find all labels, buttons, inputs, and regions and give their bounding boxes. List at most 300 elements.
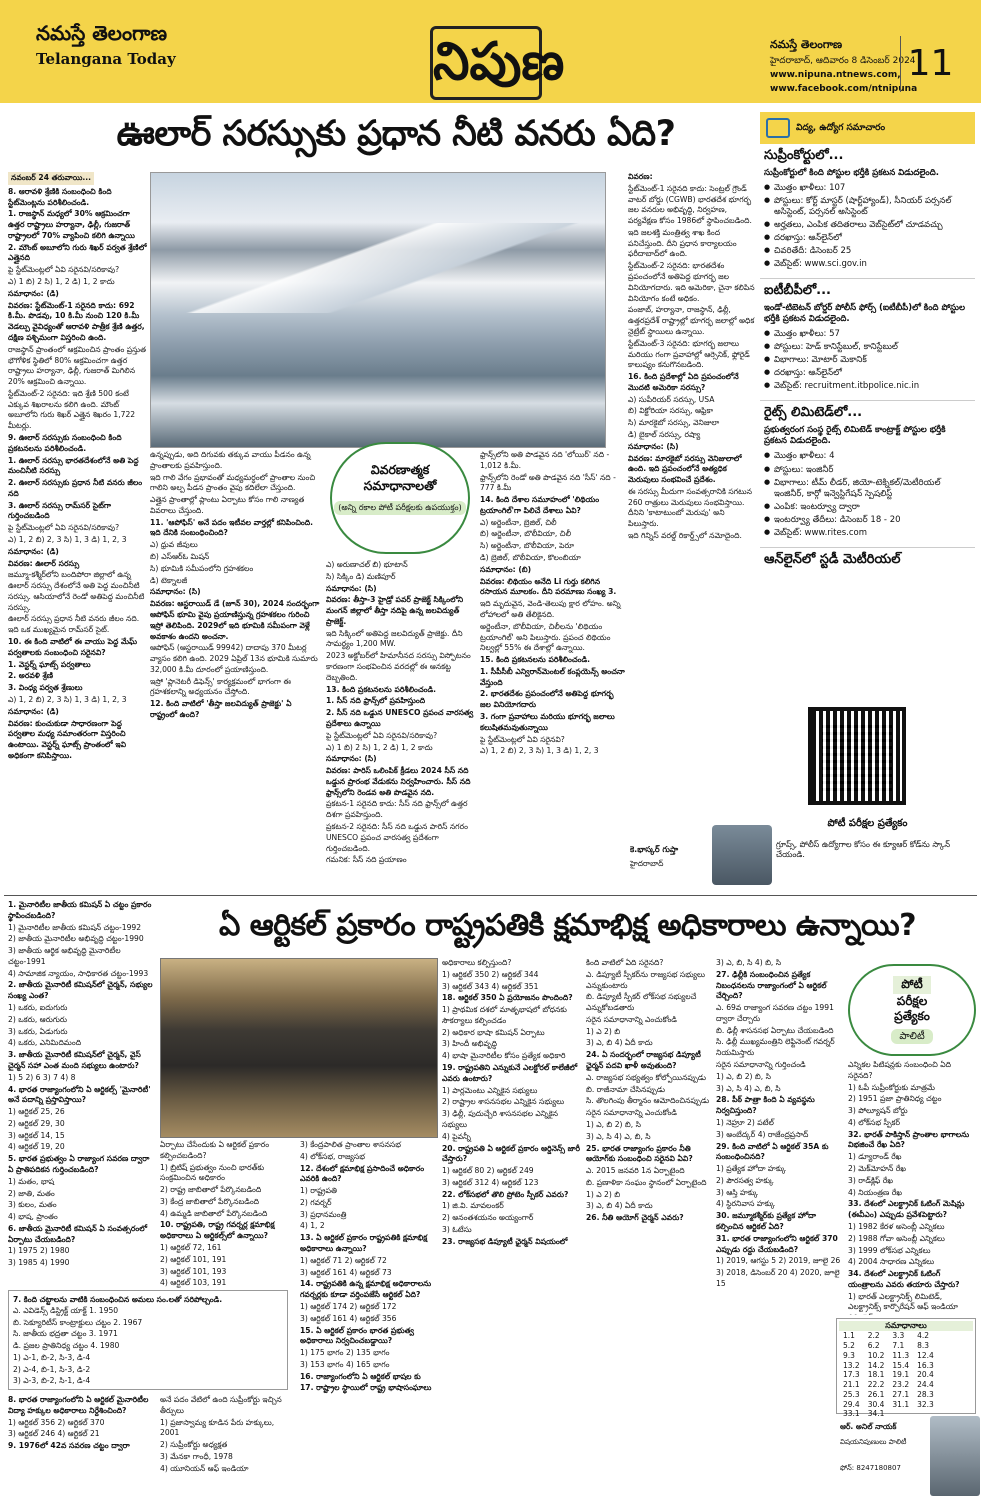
text-paragraph: సమాధానం: (సి) (326, 754, 377, 764)
text-paragraph: 13. కింది ప్రకటనలను పరిశీలించండి. (326, 684, 437, 694)
text-paragraph: బి. ఢిల్లీ శాసనసభ ఏర్పాటు చేయబడింది (716, 1025, 834, 1035)
text-paragraph: 1) ఆర్టికల్ 25, 26 (8, 1107, 65, 1117)
answer-cell: 17.3 (843, 1370, 860, 1380)
text-paragraph: 4) ఉమ్మడి జాబితాలో పేర్కొనబడింది (160, 1208, 268, 1218)
text-paragraph: సరైన సమాధానాన్ని ఎంచుకోండి (586, 1108, 677, 1118)
text-paragraph: ఎ) 1 బి) 2 సి) 1, 2 డి) 1, 2 కాదు (326, 742, 433, 752)
text-paragraph: 14. రాష్ట్రపతికి ఉన్న క్షమాభిక్ష అధికారాలను గవర్నర్లకు కూడా వర్తింపజేసే ఆర్టికల్ ఏది? (300, 1279, 432, 1300)
text-paragraph: సమాధానం: (సి) (628, 441, 679, 451)
qr-caption: పోటీ పరీక్షల ప్రత్యేకం (827, 818, 908, 829)
answer-cell: 25.3 (843, 1389, 860, 1399)
text-paragraph: 1) ఆర్టికల్ 350 2) ఆర్టికల్ 344 (442, 969, 539, 979)
answer-cell: 26.1 (867, 1389, 885, 1399)
answer-table (839, 1331, 938, 1419)
text-paragraph: ఎ. డిప్యూటీ స్పీకర్‌ను రాజ్యసభ సభ్యులు ఎన్నుకుంటారు (586, 969, 705, 990)
text-paragraph: 3) ఆర్టికల్ 101, 193 (160, 1266, 227, 1276)
text-paragraph: వివరణ: మారకైబో సరస్సు వెనిజులాలో ఉంది. ఇది ప్రపంచంలోనే అత్యధిక మెరుపులు సంభవించే ప్రదేశం. (628, 453, 742, 485)
text-paragraph: 1) ఓపీ సుప్రీంకోర్టుకు మాత్రమే (848, 1082, 935, 1092)
callout-line3: (అన్ని రకాల పోటీ పరీక్షలకు ఉపయుక్తం) (334, 501, 465, 515)
answer-cell: 28.3 (917, 1389, 934, 1399)
text-paragraph: 1) ఎ 2) బి (586, 1026, 621, 1036)
text-paragraph: 1) ప్రజాస్వామ్య కూడిన పేరు హక్కులు, 2001 (160, 1417, 275, 1438)
sidebar-bullet-item: ● మొత్తం ఖాళీలు: 107 (774, 183, 971, 194)
text-paragraph: 17. రాష్ట్రాల స్థాయిలో రాష్ట్ర భాషాసంఘాలు (300, 1383, 432, 1393)
polity-question-8 (8, 1395, 156, 1495)
brand-english: Telangana Today (36, 50, 176, 68)
text-paragraph: 25. భారత రాజ్యాంగం ప్రకారం నీతి ఆయోగ్‌కు సంబంధించి సరైనవి ఏవి? (586, 1143, 693, 1164)
text-paragraph: 1) ఆర్టికల్ 72, 161 (160, 1243, 222, 1253)
polity-column-6 (716, 958, 844, 1495)
section-sub: ఇండో-టిబెటన్ బోర్డర్ పోలీస్ ఫోర్స్ (ఐటీబీపీ)లో కింది పోస్టుల భర్తీకి ప్రకటన విడుదలైంది. (764, 303, 966, 325)
text-paragraph: వివరణ: స్టేట్‌మెంట్-1 సరైనది కాదు: 692 కి.మీ. పొడవు, 10 కి.మీ నుంచి 120 కి.మీ వెడల్పు వైవిధ్యంతో ఆరావళి పాత్రీక శ్రేణి ఉత్తర, దక్షిణ పశ్చిమంగా విస్తరించి ఉంది. (8, 300, 145, 342)
text-paragraph: 18. ఆర్టికల్ 350 ఏ ప్రయోజనం పొందింది? (442, 993, 573, 1003)
badge-line2: పరీక్షల (896, 993, 928, 1008)
text-paragraph: 1) బ్రిటిష్ ప్రభుత్వం నుంచి భారత్‌కు సంక్రమించిన అధికారం (160, 1162, 265, 1183)
answer-row (839, 1331, 938, 1341)
text-paragraph: ఇది గిన్నిస్ వరల్డ్ రికార్డ్స్‌లో నమోదైంది. (628, 531, 742, 540)
text-paragraph: ఎ) అరుణాచల్ బి) భూటాన్ (326, 560, 408, 569)
section-title: ఆన్‌లైన్‌లో స్టడీ మెటీరియల్ (764, 551, 901, 567)
text-paragraph: ఈ సరస్సు మీదుగా సంవత్సరానికి సగటున 260 రాత్రులు మెరుపులు సంభవిస్తాయి. దీనిని 'కాటాటుంబో మెరుపు' అని పిలుస్తారు. (628, 486, 752, 529)
url-facebook[interactable]: www.facebook.com/ntnipuna (770, 83, 918, 94)
text-paragraph: సమాధానం: (బి) (480, 564, 532, 574)
polity-badge (848, 964, 976, 1056)
text-paragraph: 3) ఆర్టికల్ 246 4) ఆర్టికల్ 21 (8, 1429, 100, 1439)
article-column-3 (326, 560, 476, 890)
continued-tag: నవంబర్ 24 తరువాయి... (8, 172, 94, 185)
text-paragraph: 4) లోక్‌సభ, రాజ్యసభ (300, 1151, 365, 1161)
text-paragraph: వివరణ: ఊలార్ సరస్సు (8, 558, 80, 568)
col2-body (150, 450, 320, 721)
text-paragraph: ఎ) 1, 2 బి) 2, 3 సి) 1, 3 డి) 1, 2, 3 (480, 746, 599, 756)
badge-line3: ప్రత్యేకం (894, 1009, 930, 1024)
sidebar-bullet-item: ● వెబ్‌సైట్: www.sci.gov.in (774, 259, 971, 270)
book-icon (766, 118, 790, 138)
badge-line1: పోటీ (893, 976, 930, 994)
text-paragraph: 4) భాష, ప్రాంతం (8, 1212, 58, 1222)
b6-body (716, 958, 844, 1290)
text-paragraph: 3. ఊలార్ సరస్సు రామ్‌సర్ సైట్‌గా గుర్తించబడింది (8, 500, 111, 521)
answer-cell: 34.1 (867, 1409, 885, 1419)
text-paragraph: 3) ఎ, సి 4) ఎ, బి, సి (716, 1083, 781, 1093)
text-paragraph: 3) 153 భాగం 4) 165 భాగం (300, 1359, 390, 1369)
text-paragraph: 3) ఎ, బి 4) ఏదీ కాదు (586, 1201, 653, 1211)
text-paragraph: 3) ఎ, సి 4) ఎ, బి, సి (586, 1131, 651, 1141)
answer-cell: 21.1 (843, 1380, 860, 1390)
text-paragraph: వివరణ: కుంచుకుడా సాధారణంగా పెద్ద పర్వతాల మధ్య సమాంతరంగా విస్తరించి ఉంటాయి. వెస్టర్న్ ఘాట్స్ ప్రాంతంలో ఇవి అధికంగా కనిపిస్తాయి. (8, 718, 127, 760)
text-paragraph: 2. జాతీయ మైనారిటీ కమిషన్‌లో చైర్మన్, సభ్యుల సంఖ్య ఎంత? (8, 980, 153, 1001)
text-paragraph: 2. మౌంట్ అబూలోని గురు శిఖర్ పర్వత శ్రేణిలో ఎత్తైనది (8, 242, 147, 263)
section-divider (4, 895, 977, 896)
text-paragraph: పై స్టేట్‌మెంట్లలో ఏవి సరైనవి? (480, 734, 565, 744)
text-paragraph: 1. వెస్టర్న్ ఘాట్స్ పర్వతాలు (8, 659, 91, 669)
sidebar-bullet-item: ● విభాగాలు: టీమ్ లీడర్, జియో-టెక్నికల్/మెటీరియల్ ఇంజినీర్, కార్గో ఇన్వెస్టిగేషన్ స్పెషలిస్ట్ (774, 478, 971, 500)
text-paragraph: బి. డిప్యూటీ స్పీకర్ లోక్‌సభ సభ్యులచే ఎన్నుకోబడతారు (586, 992, 697, 1013)
text-paragraph: ఇది గాలి వేగం ప్రభావంతో మధ్యమర్ధంలో ప్రాంతాల నుంచి గాలిని అల్ప పీడన ప్రాంతం వైపు కదిలేలా చేస్తుంది. (150, 472, 316, 493)
text-paragraph: వివరణ: ఆస్టరాయిడ్ డే (జూన్ 30), 2024 సందర్భంగా ఆపోఫిస్ భూమి వైపు ప్రయాణిస్తున్న గ్రహశకలం గురించి ఇస్రో తెలిపింది. 2029లో ఇది భూమికి సమీపంగా వెళ్లే అవకాశం ఉందని అంచనా. (150, 599, 320, 641)
text-paragraph: 1) ఎ-1, బి-2, సి-3, డి-4 (13, 1352, 91, 1362)
text-paragraph: 3) ప్రధానమంత్రి (300, 1209, 347, 1219)
text-paragraph: 2) మెక్‌మోహన్ రేఖ (848, 1164, 906, 1174)
text-paragraph: సి. జాతీయ భద్రతా చట్టం 3. 1971 (13, 1329, 118, 1339)
callout-badge (330, 442, 470, 554)
text-paragraph: ఎత్తైన ప్రాంతాల్లో ప్లాంటు ఏర్పాటు కోసం గాలి నాణ్యత వివరాలు చేస్తుంది. (150, 495, 305, 515)
answer-cell: 12.4 (917, 1350, 934, 1360)
matching-rows (13, 1306, 283, 1390)
text-paragraph: 4) భాషా మైనారిటీల కోసం ప్రత్యేక అధికారి (442, 1051, 566, 1061)
text-paragraph: 1. సీపీసీబీ ఎన్విరాన్‌మెంటల్ కంప్లయెన్స్ అంచనా వేస్తుంది (480, 666, 625, 687)
text-paragraph: 3) ఓటేసు (442, 1224, 472, 1234)
callout-line1: వివరణాత్మక (370, 462, 430, 477)
url-nipuna[interactable]: www.nipuna.ntnews.com, (770, 69, 901, 80)
text-paragraph: 1. మైనారిటీల జాతీయ కమిషన్ ఏ చట్టం ప్రకారం స్థాపించబడింది? (8, 900, 152, 920)
sidebar-bullet-item: ● మొత్తం ఖాళీలు: 4 (774, 451, 971, 462)
section-items (764, 329, 971, 392)
answer-cell: 32.3 (917, 1399, 934, 1409)
text-paragraph: 12. కింది వాటిలో 'తీస్తా జలవిద్యుత్ ప్రాజెక్టు' ఏ రాష్ట్రంలో ఉంది? (150, 699, 292, 719)
sidebar-bullet-item: ● చివరితేదీ: డిసెంబర్ 25 (774, 246, 971, 257)
text-paragraph: 3) ఆర్టికల్ 161 4) ఆర్టికల్ 73 (300, 1267, 392, 1277)
b1-body (8, 900, 156, 1269)
author2-role: విషయనిపుణులు పాలిటీ (840, 1438, 907, 1446)
text-paragraph: 1) మతం, భాష (8, 1176, 55, 1186)
text-paragraph: డి) బైకాల్ సరస్సు, రష్యా (628, 429, 701, 439)
answer-row (839, 1390, 938, 1400)
answer-cell: 4.2 (917, 1331, 930, 1341)
text-paragraph: 3) 1985 4) 1990 (8, 1258, 70, 1268)
text-paragraph: 1) భారత్ ఎలక్ట్రానిక్స్ లిమిటెడ్, ఎలక్ట్రానిక్స్ కార్పొరేషన్ ఆఫ్ ఇండియా (848, 1291, 958, 1312)
callout-line2: సమాధానాలతో (363, 478, 437, 494)
text-paragraph: 4) నియంత్రణ రేఖ (848, 1187, 902, 1197)
text-paragraph: పంజాబ్, హర్యానా, రాజస్థాన్, ఢిల్లీ, ఉత్తరప్రదేశ్ రాష్ట్రాల్లో భూగర్భ జలాల్లో అధిక నైట్రేట్ స్థాయిలు ఉన్నాయి. (628, 305, 755, 336)
article-column-2 (150, 450, 320, 890)
article-column-4 (480, 450, 626, 890)
text-paragraph: సి) మారకైబో సరస్సు, వెనిజులా (628, 418, 720, 428)
text-paragraph: సి. తొలగింపు తీర్మానం ఆమోదించినప్పుడు (586, 1096, 710, 1106)
text-paragraph: డి) బ్రెజిల్, బొలీవియా, కొలంబియా (480, 553, 581, 563)
polity-column-7 (848, 1060, 976, 1315)
text-paragraph: ఎన్నికల పిటిషన్లకు సంబంధించి ఏది సరైనది? (848, 1060, 952, 1080)
sidebar-bullet-item: ● దరఖాస్తు: ఆన్‌లైన్‌లో (774, 368, 971, 379)
sidebar-section-supreme-court (760, 144, 975, 279)
text-paragraph: 2. సీస్ నది ఒడ్డున UNESCO ప్రపంచ వారసత్వ ప్రదేశాలు ఉన్నాయి (326, 708, 474, 728)
sidebar-bullet-item: ● ఎంపిక: ఇంటర్వ్యూ ద్వారా (774, 502, 971, 513)
b-small5-body (442, 1190, 582, 1248)
text-paragraph: గమనిక: సీస్ నది ప్రయాణం (326, 855, 407, 865)
text-paragraph: 1) 175 భాగం 2) 135 భాగం (300, 1348, 390, 1358)
text-paragraph: అనే పదం వేటిలో ఉంది సుప్రీంకోర్టు ఇచ్చిన తీర్పులు (160, 1395, 282, 1415)
text-paragraph: 3) ఎ, బి 4) ఏదీ కాదు (586, 1038, 653, 1048)
matching-title: 7. కింది చట్టాలను వాటికి సంబంధించిన అమలు సం.లతో సరిపోల్చండి. (13, 1295, 223, 1304)
author2-avatar (930, 1416, 980, 1496)
answer-cell: 22.2 (867, 1380, 885, 1390)
answer-cell: 20.4 (917, 1370, 934, 1380)
text-paragraph: డి. ప్రజల ప్రాతినిధ్య చట్టం 4. 1980 (13, 1341, 120, 1351)
text-paragraph: జమ్మూ-కశ్మీర్‌లోని బందిపోరా జిల్లాలో ఉన్న ఊలార్ సరస్సు దేశంలోనే అతి పెద్ద మంచినీటి సరస్సు. ఆసియాలోనే రెండో అతిపెద్ద మంచినీటి సరస్సు. (8, 570, 145, 612)
text-paragraph: 34. దేశంలో ఎలక్ట్రానిక్ ఓటింగ్ యంత్రాలను ఎవరు తయారు చేస్తారు? (848, 1269, 960, 1289)
text-paragraph: అధికారాలు కల్పిస్తుంది? (442, 958, 512, 967)
text-paragraph: 2. భారతదేశం ప్రపంచంలోనే అతిపెద్ద భూగర్భ జల వినియోగదారు (480, 689, 614, 710)
text-paragraph: 4) లోక్‌సభ స్పీకర్ (848, 1117, 901, 1127)
section-title: సుప్రీంకోర్టులో... (764, 148, 844, 163)
text-paragraph: 23. రాజ్యసభ డిప్యూటీ ఛైర్మన్ విషయంలో (442, 1236, 568, 1246)
text-paragraph: స్టేట్‌మెంట్-2 సరైనది: ఇది శ్రేణి 500 కంటే ఎక్కువ శిఖరాలను కలిగి ఉంది. మౌంట్ అబూలోని గురు శిఖర్ ఎత్తైన శిఖరం 1,722 మీటర్లు. (8, 388, 136, 431)
text-paragraph: 4) స్థిరనివాస హక్కు (716, 1199, 775, 1209)
text-paragraph: 3) రాడ్‌క్లిఫ్ రేఖ (848, 1175, 893, 1185)
answer-cell: 11.3 (892, 1350, 910, 1360)
sidebar-header-label: విద్య, ఉద్యోగ సమాచారం (796, 123, 886, 133)
answer-key-title: సమాధానాలు (839, 1321, 973, 1331)
text-paragraph: 8. భారత రాజ్యాంగంలోని ఏ ఆర్టికల్ మైనారిటీల విద్యా హక్కుల అధికారాలు నిర్దేశించింది? (8, 1395, 149, 1415)
text-paragraph: అర్జెంటీనా, బొలీవియా, చిలీలను 'లిథియం ట్రయాంగిల్' అని పిలుస్తారు. ప్రపంచ లిథియం నిల్వల్లో 55% ఈ దేశాల్లో ఉన్నాయి. (480, 621, 611, 653)
text-paragraph: 1) ప్రత్యేక హోదా హక్కు (716, 1164, 786, 1174)
text-paragraph: 1) రాష్ట్రపతి (300, 1186, 337, 1196)
sidebar-section-study (760, 548, 975, 576)
text-paragraph: 2. ఊలార్ సరస్సుకు ప్రధాన నీటి వనరు జీలం నది (8, 478, 143, 498)
answer-cell: 7.1 (892, 1341, 905, 1351)
text-paragraph: ఇది మృదువైన, వెండి-తెలుపు క్షార లోహం. అన్ని లోహాలలో అతి తేలికైనది. (480, 599, 621, 619)
section-sub: ప్రభుత్వరంగ సంస్థ రైట్స్ లిమిటెడ్ కాంట్రాక్ట్ పోస్టుల భర్తీకి ప్రకటన విడుదలైంది. (764, 425, 946, 447)
text-paragraph: 30. జమ్మూకశ్మీర్‌కు ప్రత్యేక హోదా కల్పించిన ఆర్టికల్ ఏది? (716, 1211, 817, 1231)
sidebar-section-rites (760, 401, 975, 547)
text-paragraph: 1) ఒకరు, ఐదుగురు (8, 1003, 68, 1013)
text-paragraph (13, 1388, 283, 1390)
text-paragraph: సరైన సమాధానాన్ని ఎంచుకోండి (586, 1014, 677, 1024)
masthead-info (770, 38, 917, 95)
text-paragraph: 2) ఒకరు, ఆరుగురు (8, 1014, 68, 1024)
sidebar-bullet-item: ● వెబ్‌సైట్: recruitment.itbpolice.nic.in (774, 381, 971, 392)
text-paragraph: ఎ. 2015 జనవరి 1న ఏర్పాటైంది (586, 1166, 685, 1176)
text-paragraph: రాజస్థాన్ ప్రాంతంలో ఆక్రమించిన ప్రాంతం ప్రస్తుత భౌగోళిక స్థితిలో 80% ఆక్రమించగా ఉత్తర రాష్ట్రాలు హర్యానా, ఢిల్లీ, గుజరాత్ మిగిలిన 20% ఆక్రమించి ఉన్నాయి. (8, 344, 147, 387)
text-paragraph: 2) సుప్రీంకోర్టు అధ్యక్షత (160, 1440, 228, 1450)
text-paragraph: బి) అర్జెంటీనా, బొలీవియా, చిలీ (480, 529, 572, 539)
sidebar-bullet-item: ● మొత్తం ఖాళీలు: 57 (774, 329, 971, 340)
text-paragraph: 3) కేంద్ర జాబితాలో పేర్కొనబడింది (160, 1196, 260, 1206)
answer-cell: 8.3 (917, 1341, 930, 1351)
text-paragraph: ఆపోఫిస్ (ఆస్టరాయిడ్ 99942) దాదాపు 370 మీటర్ల వ్యాసం కలిగి ఉంది. 2029 ఏప్రిల్ 13న భూమికి సుమారు 32,000 కి.మీ దూరంలో ప్రయాణిస్తుంది. (150, 643, 318, 674)
text-paragraph: 28. పీఠ్ పాత్రా కింది ఏ వ్యవస్థను నిర్వచిస్తుంది? (716, 1095, 815, 1116)
text-paragraph: స్టేట్‌మెంట్-3 సరైనది: భూగర్భ జలాలు మరియు గంగా ప్రవాహాల్లో ఆర్సెనిక్, ఫ్లోరైడ్ కాలుష్యం కనుగొనబడింది. (628, 338, 750, 370)
author2-phone: ఫోన్: 8247180807 (840, 1464, 901, 1472)
text-paragraph: 3) ఎ, బి, సి 4) బి, సి (716, 958, 782, 967)
text-paragraph: 3) ఒకరు, ఏడుగురు (8, 1026, 68, 1036)
author2-name: ఆర్. అనిల్ నాయక్ (840, 1422, 897, 1431)
text-paragraph: 1) 2019, ఆగస్టు 5 2) 2019, జూలై 26 (716, 1256, 841, 1266)
answer-row (839, 1380, 938, 1390)
polity-column-5 (586, 958, 714, 1495)
qr-code[interactable] (808, 707, 906, 805)
sidebar-bullet-item: ● పోస్టులు: హెడ్ కానిస్టేబుల్, కానిస్టేబుల్ (774, 342, 971, 353)
text-paragraph: ఎ. 69వ రాజ్యాంగ సవరణ చట్టం 1991 ద్వారా చేర్చారు (716, 1003, 834, 1023)
text-paragraph: 2) ఆర్టికల్ 29, 30 (8, 1118, 65, 1128)
text-paragraph: 10. రాష్ట్రపతి, రాష్ట్ర గవర్నర్ల క్షమాభిక్ష అధికారాలు ఏ ఆర్టికల్స్‌లో ఉన్నాయి? (160, 1220, 275, 1241)
text-paragraph: సి) భూమికి సమీపంలోని గ్రహశకలం (150, 563, 254, 573)
text-paragraph: 2023 అక్టోబర్‌లో హిమానీనద సరస్సు విస్ఫోటనం కారణంగా సంభవించిన వరదల్లో ఈ ఆనకట్ట దెబ్బతింది. (326, 651, 471, 682)
sidebar-bullet-item: ● వెబ్‌సైట్: www.rites.com (774, 528, 971, 539)
sidebar-bullet-item: ● ఇంటర్వ్యూ తేదీలు: డిసెంబర్ 18 - 20 (774, 515, 971, 526)
col1-body (8, 187, 148, 762)
text-paragraph: వివరణ: లిథియం అనేది Li గుర్తు కలిగిన రసాయన మూలకం. దీని పరమాణు సంఖ్య 3. (480, 576, 617, 597)
author-box-2 (840, 1416, 980, 1500)
text-paragraph: 22. లోక్‌సభలో తొలి ప్రోటెం స్పీకర్ ఎవరు? (442, 1189, 569, 1199)
text-paragraph: 1. సీస్ నది ఫ్రాన్స్‌లో ప్రవహిస్తుంది (326, 696, 426, 706)
text-paragraph: ఊలార్ సరస్సు ప్రధాన నీటి వనరు జీలం నది. ఇది ఒక ముఖ్యమైన రామ్‌సర్ సైట్. (8, 614, 140, 635)
text-paragraph: 2) జాతి, మతం (8, 1188, 55, 1198)
text-paragraph: 19. రాష్ట్రపతిని ఎన్నుకునే ఎలక్టోరల్ కాలేజీలో ఎవరు ఉంటారు? (442, 1063, 578, 1083)
sidebar-bullet-item: ● పోస్టులు: ఇంజినీర్ (774, 465, 971, 476)
text-paragraph: 3) ఎ-3, బి-2, సి-1, డి-4 (13, 1376, 91, 1386)
answer-row (839, 1400, 938, 1410)
answer-cell: 19.1 (892, 1370, 910, 1380)
text-paragraph: 9. 1976లో 42వ సవరణ చట్టం ద్వారా (8, 1441, 130, 1451)
answer-row (839, 1370, 938, 1380)
text-paragraph: 1) 1982 కేరళ అసెంబ్లీ ఎన్నికలు (848, 1221, 945, 1231)
text-paragraph: 1) డ్యూరాండ్ రేఖ (848, 1152, 902, 1162)
brand-telugu: నమస్తే తెలంగాణ (36, 21, 168, 45)
text-paragraph: ఇది జలశక్తి మంత్రిత్వ శాఖ కింద పనిచేస్తుంది. దీని ప్రధాన కార్యాలయం ఫరీదాబాద్‌లో ఉంది. (628, 227, 737, 259)
author1-place: హైదరాబాద్ (630, 859, 664, 868)
text-paragraph: 4) యూనియన్ ఆఫ్ ఇండియా (160, 1463, 249, 1473)
text-paragraph: 33. దేశంలో ఎలక్ట్రానిక్ ఓటింగ్ మెషిన్లు (ఈవీఎం) ఎప్పుడు ప్రవేశపెట్టారు? (848, 1199, 965, 1220)
polity-column-2 (160, 1140, 298, 1290)
text-paragraph: ఇస్రో 'ప్లానెటరీ డిఫెన్స్' కార్యక్రమంలో భాగంగా ఈ గ్రహశకలాన్ని అధ్యయనం చేస్తోంది. (150, 676, 291, 697)
text-paragraph: ఎ) అర్జెంటీనా, బ్రెజిల్, చిలీ (480, 517, 557, 527)
sidebar-bullet-item: ● దరఖాస్తు: ఆన్‌లైన్‌లో (774, 233, 971, 244)
badge-line4: పాలిటీ (891, 1029, 932, 1044)
text-paragraph: 1. రాజస్థాన్ మధ్యలో 30% ఆక్రమించగా ఉత్తర రాష్ట్రాలు హర్యానా, ఢిల్లీ, గుజరాత్ రాష్ట్రాలలో 70% వ్యాపించి కలిగి ఉన్నాయి (8, 209, 135, 240)
text-paragraph: పై స్టేట్‌మెంట్లలో ఏవి సరైనవి/సరికావు? (8, 265, 120, 275)
text-paragraph: 24. ఏ సందర్భంలో రాజ్యసభ డిప్యూటీ ఛైర్మన్ పదవి ఖాళీ అవుతుంది? (586, 1050, 701, 1071)
col4-body (480, 450, 626, 757)
text-paragraph: 31. భారత రాజ్యాంగంలోని ఆర్టికల్ 370 ఎప్పుడు రద్దు చేయబడింది? (716, 1233, 838, 1254)
polity-question-9-cont (160, 1395, 290, 1495)
text-paragraph: 1) ఎ, బి 2) బి, సి (716, 1071, 771, 1081)
text-paragraph: 8. ఆరావళి శ్రేణికి సంబంధించి కింది స్టేట్‌మెంట్లను పరిశీలించండి. (8, 186, 112, 207)
polity-matching-question (8, 1290, 288, 1390)
text-paragraph: 27. ఢిల్లీకి సంబంధించిన ప్రత్యేక నిబంధనలను రాజ్యాంగంలో ఏ ఆర్టికల్ చేర్చింది? (716, 969, 827, 1001)
b4-body (442, 958, 582, 1189)
answer-cell: 9.3 (843, 1350, 855, 1360)
text-paragraph: 4) ఆర్టికల్ 103, 191 (160, 1278, 227, 1288)
text-paragraph: 3) ఆర్టికల్ 161 4) ఆర్టికల్ 356 (300, 1313, 397, 1323)
text-paragraph: 20. రాష్ట్రపతి ఏ ఆర్టికల్ ప్రకారం ఆర్డినెన్స్ జారీ చేస్తారు? (442, 1143, 581, 1164)
text-paragraph: 2) 1988 గోవా అసెంబ్లీ ఎన్నికలు (848, 1233, 945, 1243)
text-paragraph: 15. ఏ ఆర్టికల్ ప్రకారం భారత ప్రభుత్వ అధికారాలు నిర్వచించబడ్డాయి? (300, 1325, 414, 1346)
text-paragraph: 3) కులం, మతం (8, 1200, 57, 1210)
text-paragraph: సి. ఢిల్లీ ముఖ్యమంత్రిని లెఫ్టినెంట్ గవర్నర్ నియమిస్తారు (716, 1037, 835, 1058)
answer-cell: 2.2 (867, 1331, 880, 1341)
text-paragraph: 1) జి.వి. మావలంకర్ (442, 1201, 504, 1211)
text-paragraph: 2) అనంతశయనం అయ్యంగార్ (442, 1213, 534, 1223)
text-paragraph: 26. నీతి ఆయోగ్ చైర్మన్ ఎవరు? (586, 1213, 684, 1223)
text-paragraph: 3) 1999 లోక్‌సభ ఎన్నికలు (848, 1245, 931, 1255)
text-paragraph: 13. ఏ ఆర్టికల్ ప్రకారం రాష్ట్రపతికి క్షమాభిక్ష అధికారాలు ఉన్నాయి? (300, 1233, 428, 1254)
masthead (0, 0, 981, 103)
b-small3-body (160, 1395, 290, 1474)
courtroom-photo (160, 958, 438, 1138)
text-paragraph: 3) అంబేద్కర్ 4) రాజేంద్రప్రసాద్ (716, 1129, 809, 1139)
sidebar-section-itbp (760, 279, 975, 401)
text-paragraph: ఫ్రాన్స్‌లోని రెండో అతి పొడవైన నది 'సీస్' నది - 777 కి.మీ (480, 472, 616, 493)
b7-body (848, 1060, 976, 1315)
text-paragraph: 2) 1951 ప్రజా ప్రాతినిధ్య చట్టం (848, 1094, 942, 1104)
text-paragraph: 5. భారత ప్రభుత్వం ఏ రాజ్యాంగ సవరణ ద్వారా ఏ ప్రాతిపదికన గుర్తించబడింది? (8, 1154, 150, 1174)
text-paragraph: 3) ఆస్తి హక్కు (716, 1187, 759, 1197)
text-paragraph: వివరణ: తీస్తా-3 హైడ్రో పవర్ ప్రాజెక్ట్ సిక్కింలోని మంగన్ జిల్లాలో తీస్తా నదిపై ఉన్న జలవిద్యుత్ ప్రాజెక్ట్. (326, 595, 464, 626)
text-paragraph: 2) రాష్ట్రాల శాసనసభల ఎన్నికైన సభ్యులు (442, 1097, 565, 1107)
answer-cell: 31.1 (892, 1399, 910, 1409)
answer-cell: 33.1 (843, 1409, 860, 1419)
section-sub: సుప్రీంకోర్టులో కింది పోస్టుల భర్తీకి ప్రకటన విడుదలైంది. (764, 167, 939, 178)
job-news-sidebar (760, 112, 975, 912)
text-paragraph: 15. కింది ప్రకటనలను పరిశీలించండి. (480, 655, 591, 665)
text-paragraph: ప్రకటన-2 సరైనది: సీస్ నది ఒడ్డున పారిస్ నగరం UNESCO ప్రపంచ వారసత్వ ప్రదేశంగా గుర్తించబడింది. (326, 821, 468, 853)
text-paragraph: 3. గంగా ప్రవాహాలు మరియు భూగర్భ జలాలు కలుషితమవుతున్నాయి (480, 711, 615, 732)
answer-cell: 24.4 (917, 1380, 934, 1390)
right-brand: నమస్తే తెలంగాణ (770, 38, 843, 51)
text-paragraph: 1. ఊలార్ సరస్సు భారతదేశంలోనే అతి పెద్ద మంచినీటి సరస్సు (8, 455, 139, 476)
polity-column-4 (442, 958, 582, 1495)
answer-cell: 5.2 (843, 1341, 855, 1351)
text-paragraph: వివరణ: పారిస్ ఒలింపిక్ క్రీడలు 2024 సీస్ నది ఒడ్డున ప్రారంభ వేడుకను నిర్వహించారు. సీస్ నది ఫ్రాన్స్‌లోని రెండవ అతి పొడవైన నది. (326, 766, 471, 797)
text-paragraph: ఎ) సుపీరియర్ సరస్సు, USA (628, 394, 715, 404)
text-paragraph: 14. కింది దేశాల సమూహంలో 'లిథియం ట్రయాంగిల్'గా పిలిచే దేశాలు ఏవి? (480, 495, 600, 515)
answer-cell: 30.4 (867, 1399, 885, 1409)
text-paragraph: 2. అరవళి శ్రేణి (8, 671, 54, 681)
text-paragraph: ఏర్పాటు చేసేందుకు ఏ ఆర్టికల్ ప్రకారం కల్పించబడింది? (160, 1140, 270, 1160)
text-paragraph: 6. జాతీయ మైనారిటీ కమిషన్ ఏ సంవత్సరంలో ఏర్పాటు చేయబడింది? (8, 1223, 148, 1244)
text-paragraph: ఉన్నప్పుడు, అది దిగువకు తక్కువ వాయు పీడనం ఉన్న ప్రాంతాలకు ప్రవహిస్తుంది. (150, 450, 311, 470)
text-paragraph: 3) 2018, డిసెంబర్ 20 4) 2020, జూలై 15 (716, 1268, 840, 1288)
text-paragraph: 2) గవర్నర్ (300, 1197, 332, 1207)
sidebar-header (760, 112, 975, 144)
text-paragraph: 3) ఢిల్లీ, పుదుచ్చేరి శాసనసభల ఎన్నికైన సభ్యులు (442, 1109, 558, 1129)
text-paragraph: 3. వింధ్య పర్వత శ్రేణులు (8, 683, 83, 693)
text-paragraph: 1) ఆర్టికల్ 71 2) ఆర్టికల్ 72 (300, 1255, 387, 1265)
text-paragraph: 3) జాతీయ ఆర్థిక అభివృద్ధి మైనారిటీల చట్టం-1991 (8, 946, 121, 966)
text-paragraph: కింది వాటిలో ఏది సరైనది? (586, 958, 664, 967)
main-headline: ఊలార్ సరస్సుకు ప్రధాన నీటి వనరు ఏది? (116, 114, 676, 154)
sidebar-bullet-item: ● పోస్టులు: కోర్ట్ మాస్టర్ (షార్ట్‌హ్యాండ్), సీనియర్ పర్సనల్ అసిస్టెంట్, పర్సనల్ అసిస్టెంట్ (774, 196, 971, 218)
text-paragraph: 12. దేశంలో క్షమాభిక్ష ప్రసాదించే అధికారం ఎవరికి ఉంది? (300, 1163, 425, 1184)
text-paragraph: సరైన సమాధానాన్ని గుర్తించండి (716, 1060, 806, 1070)
answer-key (836, 1318, 976, 1419)
answer-row (839, 1351, 938, 1361)
text-paragraph: సమాధానం: (డి) (8, 288, 59, 298)
text-paragraph: 1) ఎ, బి 2) బి, సి (586, 1119, 641, 1129)
text-paragraph: 3) ఆర్టికల్ 14, 15 (8, 1130, 65, 1140)
text-paragraph: 1) ఆర్టికల్ 80 2) ఆర్టికల్ 249 (442, 1166, 534, 1176)
text-paragraph: 3) ఆర్టికల్ 312 4) ఆర్టికల్ 123 (442, 1177, 539, 1187)
page-number: 11 (900, 36, 960, 92)
text-paragraph: 2) అధికార భాషా కమిషన్ ఏర్పాటు (442, 1027, 545, 1037)
text-paragraph: 1) ఆర్టికల్ 356 2) ఆర్టికల్ 370 (8, 1417, 105, 1427)
text-paragraph: 2) రాష్ట్ర జాబితాలో పేర్కొనబడింది (160, 1185, 262, 1195)
qr-note: గ్రూప్స్, పోలీస్ ఉద్యోగాల కోసం ఈ క్యూఆర్ కోడ్‌ను స్కాన్ చేయండి. (776, 840, 951, 860)
text-paragraph: 1) 5 2) 6 3) 7 4) 8 (8, 1072, 76, 1082)
text-paragraph: ఎ) 1, 2 బి) 2, 3 సి) 1, 3 డి) 1, 2, 3 (8, 535, 127, 544)
lake-photo (150, 172, 606, 448)
answer-cell: 13.2 (843, 1360, 860, 1370)
text-paragraph: 3) పోల్యూషన్ బోర్డు (848, 1106, 908, 1116)
answer-cell: 14.2 (867, 1360, 885, 1370)
answer-row (839, 1341, 938, 1351)
text-paragraph: డి) టెక్నాలజీ (150, 575, 188, 585)
text-paragraph: 1) ప్రాథమిక దశలో మాతృభాషలో బోధనకు సౌకర్యాలు కల్పించడం (442, 1005, 567, 1025)
text-paragraph: 1) ఎ 2) బి (586, 1189, 621, 1199)
text-paragraph: 4) 1, 2 (300, 1221, 325, 1231)
text-paragraph: బి. రాజీనామా చేసినప్పుడు (586, 1084, 665, 1094)
